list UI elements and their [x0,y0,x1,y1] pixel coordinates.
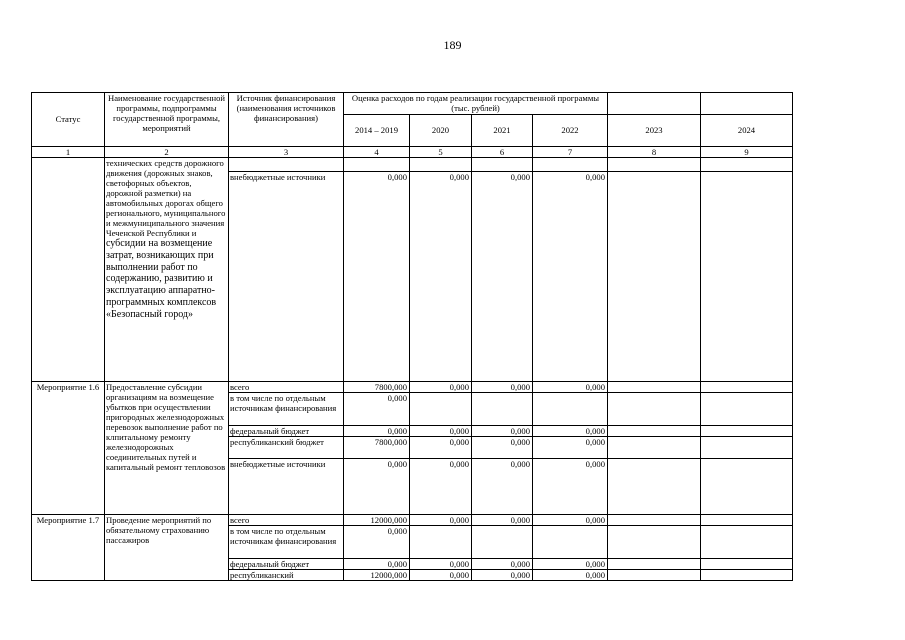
value-cell [410,158,472,172]
header-year: 2014 – 2019 [344,115,410,147]
source-cell: внебюджетные источники [229,172,344,382]
source-cell: федеральный бюджет [229,426,344,437]
value-cell: 0,000 [410,437,472,459]
value-cell [701,172,793,382]
source-cell: всего [229,515,344,526]
source-cell: республиканский [229,570,344,581]
value-cell: 7800,000 [344,382,410,393]
value-cell [410,526,472,559]
column-number: 3 [229,147,344,158]
value-cell: 0,000 [410,172,472,382]
source-cell: в том числе по отдельным источникам финансирования [229,526,344,559]
value-cell: 0,000 [472,459,533,515]
measure-name-part: субсидии на возмещение затрат, возникающих при выполнении работ по содержанию, развитию и эксплуатацию аппаратно-программных комплексов «Безопасный город» [106,238,217,320]
value-cell: 0,000 [410,515,472,526]
table-row [32,382,793,393]
status-cell: Мероприятие 1.7 [32,515,105,581]
header-estimate: Оценка расходов по годам реализации государственной программы (тыс. рублей) [344,93,608,115]
value-cell: 7800,000 [344,437,410,459]
value-cell: 0,000 [472,172,533,382]
value-cell: 0,000 [344,459,410,515]
value-cell [608,172,701,382]
value-cell [701,515,793,526]
value-cell [608,526,701,559]
value-cell [608,559,701,570]
value-cell: 0,000 [472,570,533,581]
header-year: 2021 [472,115,533,147]
value-cell [608,158,701,172]
header-source: Источник финансирования (наименования источников финансирования) [229,93,344,147]
value-cell [608,515,701,526]
value-cell [533,526,608,559]
header-year: 2023 [608,115,701,147]
source-cell: в том числе по отдельным источникам финансирования [229,393,344,426]
value-cell [701,437,793,459]
value-cell: 0,000 [472,559,533,570]
value-cell [472,393,533,426]
column-number: 7 [533,147,608,158]
column-number: 9 [701,147,793,158]
value-cell: 0,000 [344,172,410,382]
value-cell: 0,000 [344,426,410,437]
value-cell [608,382,701,393]
column-number: 8 [608,147,701,158]
value-cell: 0,000 [472,426,533,437]
table-row [32,515,793,526]
value-cell [472,158,533,172]
value-cell [608,459,701,515]
table-row [32,158,793,172]
column-number: 6 [472,147,533,158]
header-year: 2022 [533,115,608,147]
value-cell: 0,000 [533,437,608,459]
value-cell [608,437,701,459]
value-cell: 0,000 [410,426,472,437]
value-cell: 12000,000 [344,515,410,526]
value-cell: 0,000 [533,515,608,526]
status-cell: Мероприятие 1.6 [32,382,105,515]
value-cell [608,426,701,437]
value-cell [701,426,793,437]
source-cell: республиканский бюджет [229,437,344,459]
value-cell: 0,000 [533,559,608,570]
header-blank-9 [701,93,793,115]
source-cell: внебюджетные источники [229,459,344,515]
value-cell [608,570,701,581]
column-number: 1 [32,147,105,158]
value-cell [701,393,793,426]
value-cell [533,158,608,172]
value-cell: 0,000 [533,426,608,437]
value-cell: 0,000 [533,382,608,393]
value-cell: 0,000 [533,459,608,515]
value-cell [472,526,533,559]
value-cell: 0,000 [410,559,472,570]
value-cell [701,382,793,393]
header-name: Наименование государственной программы, подпрограммы государственной программы, мероприятий [105,93,229,147]
value-cell: 0,000 [410,459,472,515]
status-cell [32,158,105,382]
value-cell [701,459,793,515]
value-cell [533,393,608,426]
value-cell: 0,000 [472,382,533,393]
value-cell [608,393,701,426]
value-cell: 0,000 [344,393,410,426]
value-cell: 0,000 [410,382,472,393]
value-cell [701,559,793,570]
header-year: 2020 [410,115,472,147]
measure-name-cell: Проведение мероприятий по обязательному страхованию пассажиров [105,515,229,581]
value-cell: 0,000 [533,172,608,382]
column-number: 4 [344,147,410,158]
measure-name-cell [105,158,229,382]
measure-name-part: технических средств дорожного движения (дорожных знаков, светофорных объектов, дорожной разметки) на автомобильных дорогах общего регионального, муниципального и межмуниципального значения Чеченской Республики и [106,158,226,239]
value-cell: 0,000 [410,570,472,581]
source-cell: федеральный бюджет [229,559,344,570]
value-cell: 0,000 [472,437,533,459]
column-number: 2 [105,147,229,158]
value-cell [410,393,472,426]
source-cell [229,158,344,172]
value-cell [701,570,793,581]
source-cell: всего [229,382,344,393]
value-cell [344,158,410,172]
header-status: Статус [32,93,105,147]
expenditure-table [31,92,793,581]
value-cell: 0,000 [472,515,533,526]
measure-name-cell: Предоставление субсидии организациям на возмещение убытков при осуществлении пригородных железнодорожных перевозок выполнение работ по клпитальному ремонту железнодорожных соединительных путей и капитальный ремонт тепловозов [105,382,229,515]
value-cell [701,158,793,172]
value-cell: 0,000 [344,559,410,570]
header-blank-8 [608,93,701,115]
header-year: 2024 [701,115,793,147]
value-cell: 0,000 [533,570,608,581]
value-cell [701,526,793,559]
column-number: 5 [410,147,472,158]
value-cell: 0,000 [344,526,410,559]
value-cell: 12000,000 [344,570,410,581]
page-number: 189 [443,38,462,52]
